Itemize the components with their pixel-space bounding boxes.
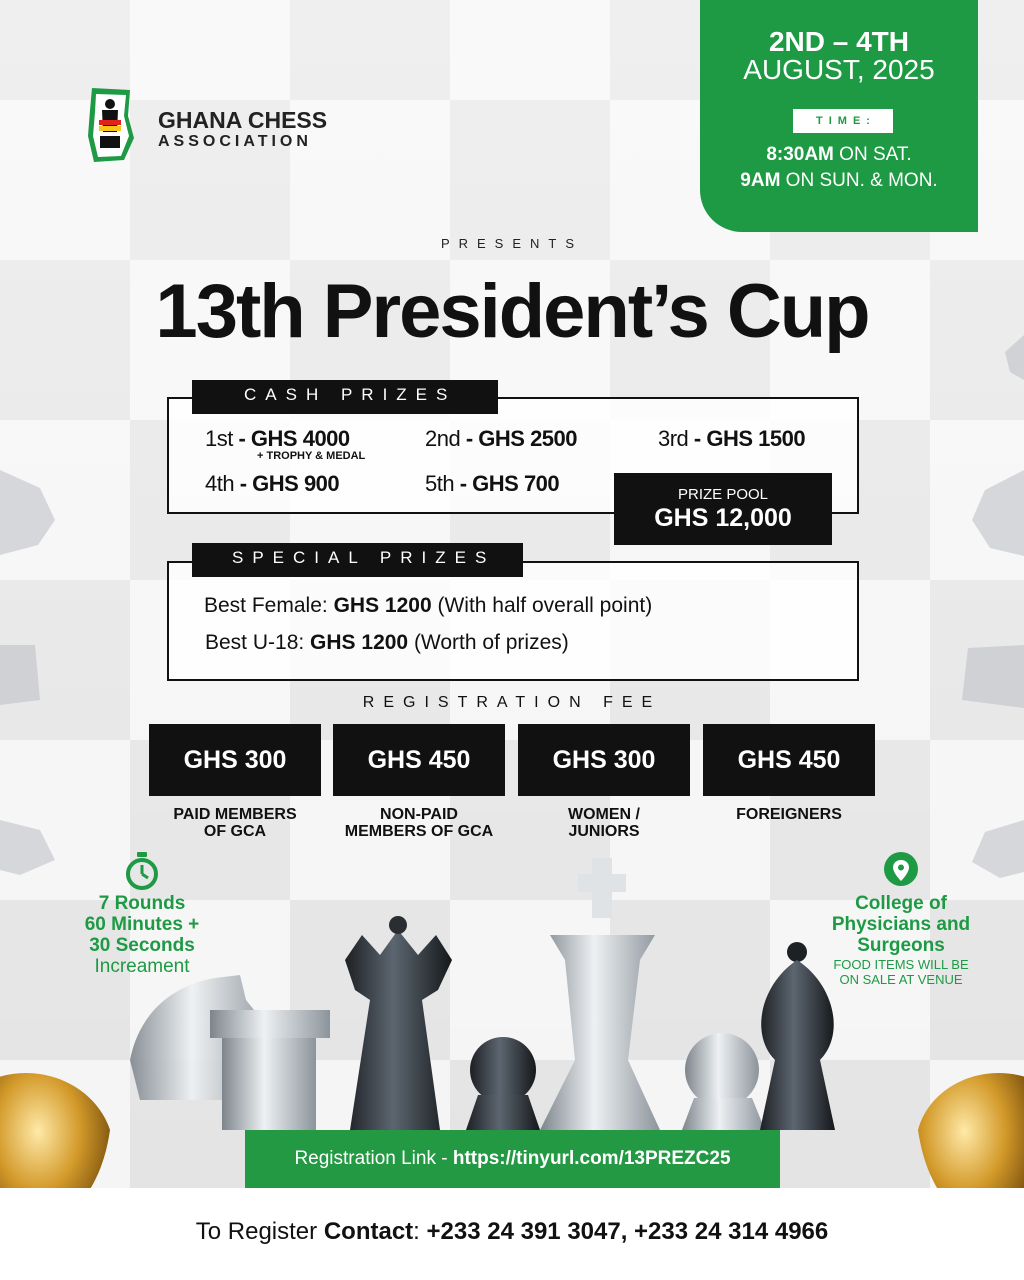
fee-non-paid-members: GHS 450 <box>333 724 505 796</box>
ghana-chess-logo-icon <box>84 86 136 164</box>
special-prizes-box <box>167 561 859 681</box>
special-prize-u18: Best U-18: GHS 1200 (Worth of prizes) <box>205 631 569 654</box>
contact-info: To Register Contact: +233 24 391 3047, +233 24 314 4966 <box>195 1218 829 1245</box>
venue-name: College of Physicians and Surgeons <box>831 893 971 956</box>
date-range: 2ND – 4TH <box>768 26 910 57</box>
fee-women-juniors: GHS 300 <box>518 724 690 796</box>
location-pin-icon <box>883 851 919 891</box>
fee-label-women-juniors: WOMEN / JUNIORS <box>568 806 640 840</box>
fee-foreigners: GHS 450 <box>703 724 875 796</box>
prize-pool <box>614 473 832 545</box>
logo-subtitle: ASSOCIATION <box>158 133 312 150</box>
prize-pool-value: GHS 12,000 <box>654 504 792 532</box>
stopwatch-icon <box>124 851 160 891</box>
prize-5th: 5th - GHS 700 <box>425 471 560 496</box>
logo-name: GHANA CHESS <box>158 107 328 133</box>
prize-1st: 1st - GHS 4000 <box>205 426 350 451</box>
registration-link[interactable] <box>245 1130 780 1188</box>
registration-link-label: Registration Link - <box>294 1148 453 1169</box>
date-badge <box>700 0 978 232</box>
date-month-year: AUGUST, 2025 <box>743 54 935 85</box>
fee-label-non-paid: NON-PAID MEMBERS OF GCA <box>344 806 494 840</box>
tournament-format: 7 Rounds 60 Minutes + 30 Seconds Increament <box>84 893 200 977</box>
presents-label: PRESENTS <box>440 236 584 251</box>
venue-food-note: FOOD ITEMS WILL BE ON SALE AT VENUE <box>833 957 969 987</box>
special-prize-female: Best Female: GHS 1200 (With half overall point) <box>204 594 653 617</box>
fee-label-foreigners: FOREIGNERS <box>736 806 842 823</box>
prize-4th: 4th - GHS 900 <box>205 471 340 496</box>
special-prizes-heading: SPECIAL PRIZES <box>192 543 523 577</box>
event-title: 13th President’s Cup <box>155 269 869 354</box>
time-label: TIME: <box>793 109 893 133</box>
fee-paid-members: GHS 300 <box>149 724 321 796</box>
time-saturday: 8:30AM ON SAT. <box>766 144 912 165</box>
registration-fee-heading: REGISTRATION FEE <box>362 694 662 711</box>
prize-3rd: 3rd - GHS 1500 <box>658 426 806 451</box>
cash-prizes-heading: CASH PRIZES <box>192 380 498 414</box>
registration-link-url[interactable]: https://tinyurl.com/13PREZC25 <box>452 1148 731 1169</box>
fee-label-paid-members: PAID MEMBERS OF GCA <box>173 806 297 840</box>
time-sunday-monday: 9AM ON SUN. & MON. <box>740 170 938 191</box>
prize-1st-note: + TROPHY & MEDAL <box>257 450 366 462</box>
prize-pool-label: PRIZE POOL <box>677 486 769 503</box>
prize-2nd: 2nd - GHS 2500 <box>425 426 578 451</box>
